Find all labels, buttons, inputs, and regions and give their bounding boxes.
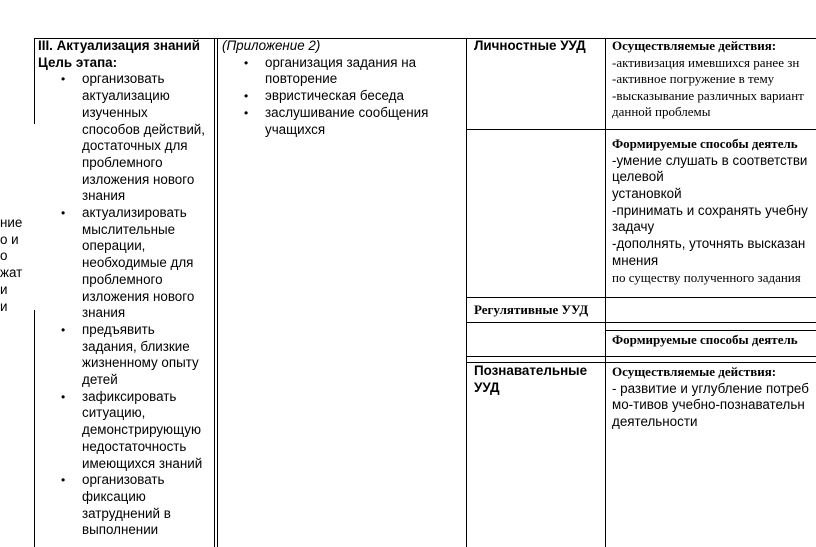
method-line: мнения bbox=[612, 252, 659, 268]
cognitive-uud-label bbox=[474, 363, 587, 396]
goal-line: затруднений в bbox=[82, 505, 171, 521]
regulatory-methods-title: Формируемые способы деятель bbox=[612, 332, 798, 347]
bullet-icon: • bbox=[61, 322, 66, 337]
goal-line: предъявить bbox=[82, 321, 155, 337]
list-item bbox=[61, 71, 206, 205]
method-line: установкой bbox=[612, 186, 682, 201]
personal-methods bbox=[612, 136, 808, 286]
method-line: по существу полученного задания bbox=[612, 269, 801, 285]
cognitive-actions-title: Осуществляемые действия: bbox=[612, 364, 777, 379]
bullet-icon: • bbox=[61, 72, 66, 87]
action-line: -высказывание различных вариант bbox=[612, 87, 804, 103]
method-line: -умение слушать в соответстви bbox=[612, 152, 808, 168]
goal-line: достаточных для bbox=[82, 138, 188, 154]
personal-actions bbox=[612, 38, 804, 121]
col-border-1-lower bbox=[34, 310, 35, 547]
goal-line: имеющихся знаний bbox=[82, 455, 203, 471]
col-border-3 bbox=[466, 38, 467, 547]
goal-line: операции, bbox=[82, 238, 146, 254]
goal-line: жизненному опыту bbox=[82, 355, 199, 371]
left-fragment bbox=[0, 215, 22, 315]
list-item bbox=[244, 88, 428, 105]
method-line: заслушивание сообщения bbox=[265, 104, 429, 120]
personal-uud-label: Личностные УУД bbox=[474, 38, 586, 53]
method-line: -принимать и сохранять учебну bbox=[612, 202, 808, 218]
list-item bbox=[244, 104, 429, 138]
bullet-icon: • bbox=[244, 105, 249, 120]
goal-label: Цель этапа: bbox=[38, 54, 118, 70]
stage-heading: III. Актуализация знаний bbox=[38, 38, 200, 53]
goal-line: задания, близкие bbox=[82, 338, 190, 354]
bullet-icon: • bbox=[61, 206, 66, 221]
goal-line: изложения нового bbox=[82, 171, 195, 187]
goal-line: организовать bbox=[82, 472, 165, 488]
goal-line: изученных bbox=[82, 104, 148, 120]
goal-line: ситуацию, bbox=[82, 405, 146, 421]
stage-cell bbox=[38, 38, 205, 539]
list-item bbox=[61, 321, 205, 389]
cognitive-label-line: УУД bbox=[474, 379, 500, 395]
methods-list bbox=[244, 54, 429, 139]
action-line: данной проблемы bbox=[612, 104, 711, 120]
goal-line: недостаточность bbox=[82, 438, 187, 454]
method-line: задачу bbox=[612, 219, 655, 235]
list-item bbox=[61, 388, 205, 473]
bullet-icon: • bbox=[244, 89, 249, 104]
goal-line: проблемного bbox=[82, 271, 163, 287]
bullet-icon: • bbox=[244, 55, 249, 70]
details-column bbox=[610, 0, 816, 547]
method-line: повторение bbox=[265, 71, 338, 87]
goal-line: фиксацию bbox=[82, 488, 146, 504]
regulatory-uud-label: Регулятивные УУД bbox=[474, 302, 589, 317]
goal-line: знания bbox=[82, 188, 126, 204]
bullet-icon: • bbox=[61, 473, 66, 488]
left-fragment-line: жат bbox=[0, 265, 23, 281]
goal-line: необходимые для bbox=[82, 255, 194, 271]
goal-line: демонстрирующую bbox=[82, 422, 202, 438]
personal-actions-title: Осуществляемые действия: bbox=[612, 38, 777, 53]
personal-methods-title: Формируемые способы деятель bbox=[612, 136, 798, 151]
goal-line: изложения нового bbox=[82, 288, 195, 304]
goal-line: актуализацию bbox=[82, 88, 170, 104]
left-fragment-line: о bbox=[0, 248, 8, 264]
list-item bbox=[244, 54, 428, 88]
action-line: мо-тивов учебно-познавательн bbox=[612, 397, 805, 413]
goals-list bbox=[61, 71, 206, 539]
bullet-icon: • bbox=[61, 389, 66, 404]
cognitive-label-line: Познавательные bbox=[474, 363, 588, 378]
method-line: организация задания на bbox=[265, 54, 417, 70]
method-line: -дополнять, уточнять высказан bbox=[612, 236, 806, 252]
cognitive-actions bbox=[612, 364, 809, 431]
action-line: -активизация имевшихся ранее зн bbox=[612, 54, 800, 70]
left-fragment-line: и bbox=[0, 298, 8, 314]
col-border-2 bbox=[214, 38, 215, 547]
goal-line: организовать bbox=[82, 71, 165, 87]
goal-line: проблемного bbox=[82, 154, 163, 170]
method-line: целевой bbox=[612, 169, 664, 185]
list-item bbox=[61, 472, 205, 539]
left-fragment-line: ние bbox=[0, 215, 23, 230]
left-fragment-line: о и bbox=[0, 231, 19, 247]
goal-line: знания bbox=[82, 305, 126, 321]
action-line: - развитие и углубление потреб bbox=[612, 380, 809, 396]
method-line: эвристическая беседа bbox=[265, 88, 404, 104]
goal-line: способов действий, bbox=[82, 121, 206, 137]
appendix-note: (Приложение 2) bbox=[222, 38, 321, 53]
col-border-1 bbox=[34, 38, 35, 124]
goal-line: зафиксировать bbox=[82, 388, 177, 404]
left-fragment-line: и bbox=[0, 281, 8, 297]
goal-line: актуализировать bbox=[82, 205, 187, 221]
goal-line: выполнении bbox=[82, 522, 159, 538]
action-line: -активное погружение в тему bbox=[612, 71, 775, 87]
action-line: деятельности bbox=[612, 414, 698, 429]
list-item bbox=[61, 205, 205, 322]
col-border-2b bbox=[217, 38, 218, 547]
goal-line: детей bbox=[82, 372, 118, 388]
methods-cell bbox=[222, 38, 428, 138]
col-border-4 bbox=[605, 38, 606, 547]
goal-line: мыслительные bbox=[82, 221, 176, 237]
method-line: учащихся bbox=[265, 121, 326, 137]
